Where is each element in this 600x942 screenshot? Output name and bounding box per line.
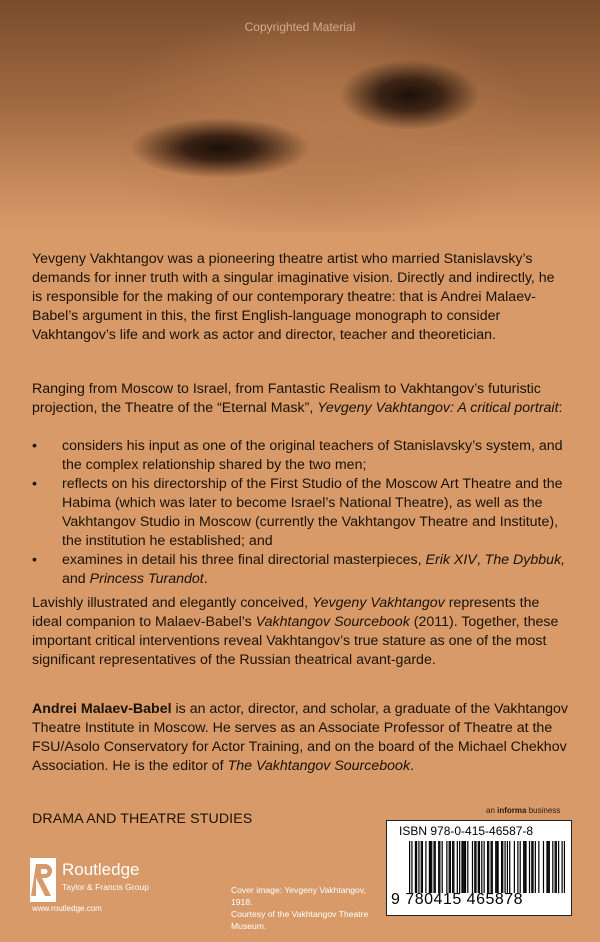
p3-text: (2011). Together, these important critical interventions reveal Vakhtangov’s true stature as one of the most significant representatives of the Russian theatrical avant-garde. (32, 614, 559, 668)
barcode-bar (552, 841, 553, 893)
barcode-bar (418, 841, 419, 893)
blurb-paragraph-2 (32, 380, 568, 418)
watermark: Copyrighted Material (244, 20, 356, 34)
barcode-bar (524, 841, 525, 893)
barcode-bar (497, 841, 498, 893)
cover-photo-portrait (0, 0, 600, 232)
barcode-bar (487, 841, 488, 893)
barcode-bar (490, 841, 491, 893)
author-bio (32, 700, 568, 776)
barcode-bar (465, 841, 466, 893)
barcode-bar (549, 841, 550, 893)
barcode-bar (422, 841, 423, 893)
barcode-bar (558, 841, 559, 893)
barcode-bar (411, 841, 412, 893)
barcode-bar (475, 841, 476, 893)
cover-credit-line: Courtesy of the Vakhtangov Theatre Museum. (231, 909, 369, 931)
barcode-bar (442, 841, 443, 893)
barcode-bar (463, 841, 464, 893)
barcode-box (386, 820, 572, 916)
bullet-text: considers his input as one of the original teachers of Stanislavsky’s system, and the complex relationship shared by the two men; (62, 438, 563, 473)
p3-text: represents the ideal companion to Malaev-Babel’s (32, 595, 540, 630)
isbn-label: ISBN 978-0-415-46587-8 (399, 824, 534, 838)
barcode-bar (409, 841, 410, 893)
barcode-bar (425, 841, 426, 893)
barcode-bar (429, 841, 430, 893)
barcode-bar (457, 841, 458, 893)
publisher-url: www.routledge.com (32, 904, 102, 913)
author-name: Andrei Malaev-Babel (32, 701, 172, 717)
barcode-bar (507, 841, 508, 893)
p3-sourcebook-title: Vakhtangov Sourcebook (255, 614, 410, 630)
p2-book-title: Yevgeny Vakhtangov: A critical portrait (317, 400, 559, 416)
blurb-bullet-list (32, 437, 568, 589)
p3-text: Lavishly illustrated and elegantly conceived, (32, 595, 312, 611)
barcode-bar (517, 841, 518, 893)
barcode-bar (416, 841, 417, 893)
barcode-bar (450, 841, 451, 893)
bullet-icon: • (32, 438, 37, 454)
barcode-bar (504, 841, 505, 893)
barcode-bar (562, 841, 563, 893)
barcode-bar (529, 841, 530, 893)
informa-pre: an (486, 806, 498, 815)
barcode-bar (525, 841, 526, 893)
barcode-bar (435, 841, 436, 893)
barcode-bar (514, 841, 515, 893)
informa-brand: informa (497, 806, 527, 815)
title-princess-turandot: Princess Turandot (89, 571, 204, 587)
barcode-bar (502, 841, 503, 893)
barcode-bar (538, 841, 539, 893)
barcode-bar (555, 841, 556, 893)
title-the-dybbuk: The Dybbuk, (484, 552, 566, 568)
barcode-bar (546, 841, 547, 893)
separator: and (62, 571, 90, 587)
cover-credit (231, 884, 381, 932)
barcode-bar (556, 841, 557, 893)
bullet-text: reflects on his directorship of the First Studio of the Moscow Art Theatre and the Habima (which was later to become Israel’s National Theatre), as well as the Vakhtangov Studio in Moscow (currently the Vakhtangov Theatre and Institute), the institution he established; and (62, 476, 563, 549)
subject-category: DRAMA AND THEATRE STUDIES (32, 811, 253, 827)
barcode-bar (461, 841, 462, 893)
barcode-bar (459, 841, 460, 893)
cover-credit-line: Cover image: Yevgeny Vakhtangov, 1918. (231, 885, 366, 907)
barcode-bar (548, 841, 549, 893)
barcode-bar (535, 841, 536, 893)
barcode-bar (479, 841, 480, 893)
barcode-bar (415, 841, 416, 893)
barcode-bar (430, 841, 431, 893)
barcode-bar (464, 841, 465, 893)
separator: , (476, 552, 485, 568)
bio-book-title: The Vakhtangov Sourcebook (227, 758, 411, 774)
barcode-bar (438, 841, 439, 893)
barcode-bar (446, 841, 447, 893)
bullet-icon: • (32, 476, 37, 492)
period: . (203, 571, 208, 587)
barcode-bar (481, 841, 482, 893)
list-item (32, 475, 568, 551)
barcode-bar (431, 841, 432, 893)
barcode-bar (509, 841, 510, 893)
p3-book-title: Yevgeny Vakhtangov (311, 595, 445, 611)
list-item (32, 437, 568, 475)
barcode-bar (439, 841, 440, 893)
publisher-name: Routledge (62, 860, 140, 879)
barcode-bar (523, 841, 524, 893)
barcode-bar (453, 841, 454, 893)
barcode-bar (488, 841, 489, 893)
blurb-paragraph-1: Yevgeny Vakhtangov was a pioneering theatre artist who married Stanislavsky’s demands for inner truth with a singular imaginative vision. Directly and indirectly, he is responsible for the making of our contemporary theatre: that is Andrei Malaev-Babel’s argument in this, the first English-language monograph to consider Vakhtangov’s life and work as actor and director, teacher and theoretician. (32, 251, 555, 343)
routledge-r-logo-icon (30, 858, 56, 902)
barcode-bar (496, 841, 497, 893)
blurb-paragraph-3 (32, 594, 568, 670)
barcode-bar (472, 841, 473, 893)
barcode-bar (531, 841, 532, 893)
barcode-bar (520, 841, 521, 893)
barcode-bar (501, 841, 502, 893)
barcode-bar (467, 841, 468, 893)
barcode-bar (449, 841, 450, 893)
barcode-bar (543, 841, 544, 893)
bullet-icon: • (32, 552, 37, 568)
barcode-bar (433, 841, 434, 893)
p2-text: Ranging from Moscow to Israel, from Fantastic Realism to Vakhtangov’s futuristic projection, the Theatre of the “Eternal Mask”, (32, 381, 541, 416)
barcode-bar (452, 841, 453, 893)
informa-tagline (486, 806, 560, 815)
barcode-icon (409, 841, 565, 893)
barcode-bar (564, 841, 565, 893)
barcode-bar (484, 841, 485, 893)
period: . (410, 758, 414, 774)
barcode-digits: 9 780415 465878 (391, 891, 524, 908)
barcode-bar (421, 841, 422, 893)
barcode-bar (495, 841, 496, 893)
informa-post: business (526, 806, 561, 815)
barcode-bar (492, 841, 493, 893)
barcode-bar (474, 841, 475, 893)
barcode-bar (532, 841, 533, 893)
barcode-bar (478, 841, 479, 893)
title-erik-xiv: Erik XIV (425, 552, 477, 568)
bullet-text: examines in detail his three final directorial masterpieces, (62, 552, 426, 568)
p2-colon: : (558, 400, 563, 416)
list-item (32, 551, 568, 589)
publisher-group: Taylor & Francis Group (62, 882, 149, 892)
bio-text: is an actor, director, and scholar, a graduate of the Vakhtangov Theatre Institute in Moscow. He serves as an Associate Professor of Theatre at the FSU/Asolo Conservatory for Actor Training, and on the board of the Michael Chekhov Association. He is the editor of (32, 701, 569, 774)
